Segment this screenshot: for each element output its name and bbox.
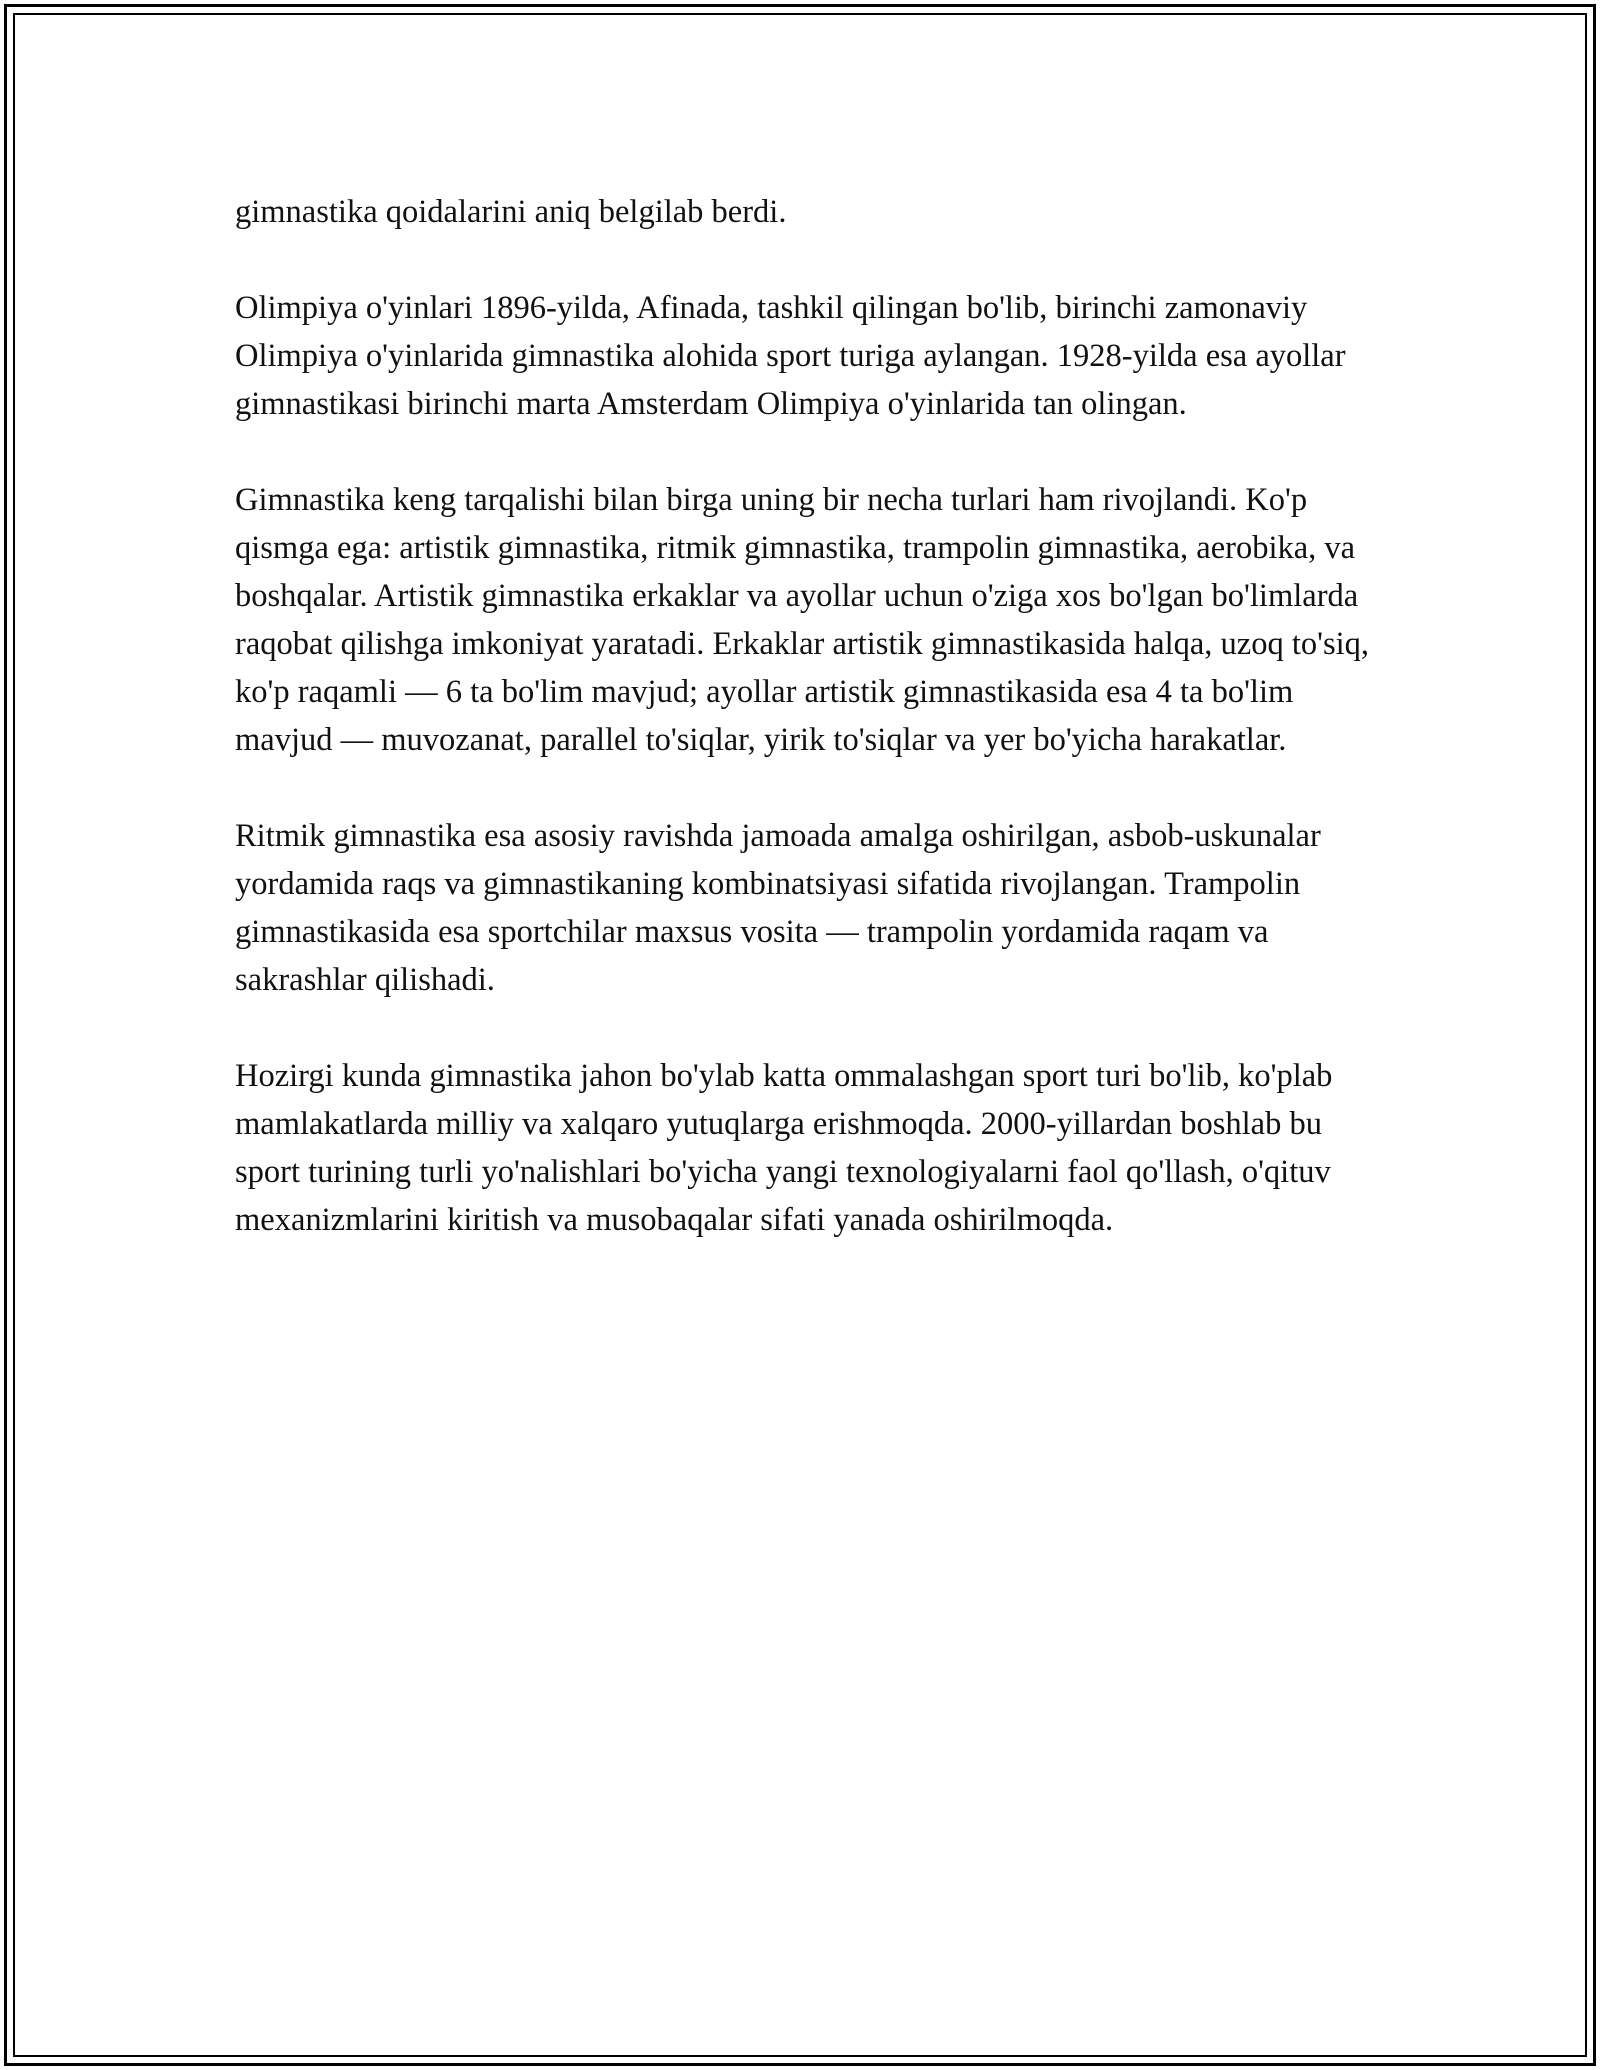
paragraph-3: Gimnastika keng tarqalishi bilan birga uning bir necha turlari ham rivojlandi. Ko'p qismga ega: artistik gimnastika, ritmik gimnastika, trampolin gimnastika, aerobika, va boshqalar. Artistik gimnastika erkaklar va ayollar uchun o'ziga xos bo'lgan bo'limlarda raqobat qilishga imkoniyat yaratadi. Erkaklar artistik gimnastikasida halqa, uzoq to'siq, ko'p raqamli — 6 ta bo'lim mavjud; ayollar artistik gimnastikasida esa 4 ta bo'lim mavjud — muvozanat, parallel to'siqlar, yirik to'siqlar va yer bo'yicha harakatlar.: [235, 482, 1370, 758]
paragraph-2: Olimpiya o'yinlari 1896-yilda, Afinada, tashkil qilingan bo'lib, birinchi zamonaviy Olimpiya o'yinlarida gimnastika alohida sport turiga aylangan. 1928-yilda esa ayollar gimnastikasi birinchi marta Amsterdam Olimpiya o'yinlarida tan olingan.: [235, 290, 1346, 422]
paragraph-5: Hozirgi kunda gimnastika jahon bo'ylab katta ommalashgan sport turi bo'lib, ko'plab mamlakatlarda milliy va xalqaro yutuqlarga erishmoqda. 2000-yillardan boshlab bu sport turining turli yo'nalishlari bo'yicha yangi texnologiyalarni faol qo'llash, o'qituv mexanizmlarini kiritish va musobaqalar sifati yanada oshirilmoqda.: [235, 1058, 1333, 1238]
paragraph-4: Ritmik gimnastika esa asosiy ravishda jamoada amalga oshirilgan, asbob-uskunalar yordamida raqs va gimnastikaning kombinatsiyasi sifatida rivojlangan. Trampolin gimnastikasida esa sportchilar maxsus vosita — trampolin yordamida raqam va sakrashlar qilishadi.: [235, 818, 1321, 998]
document-body: [235, 188, 1395, 1292]
paragraph-1: gimnastika qoidalarini aniq belgilab berdi.: [235, 194, 787, 230]
